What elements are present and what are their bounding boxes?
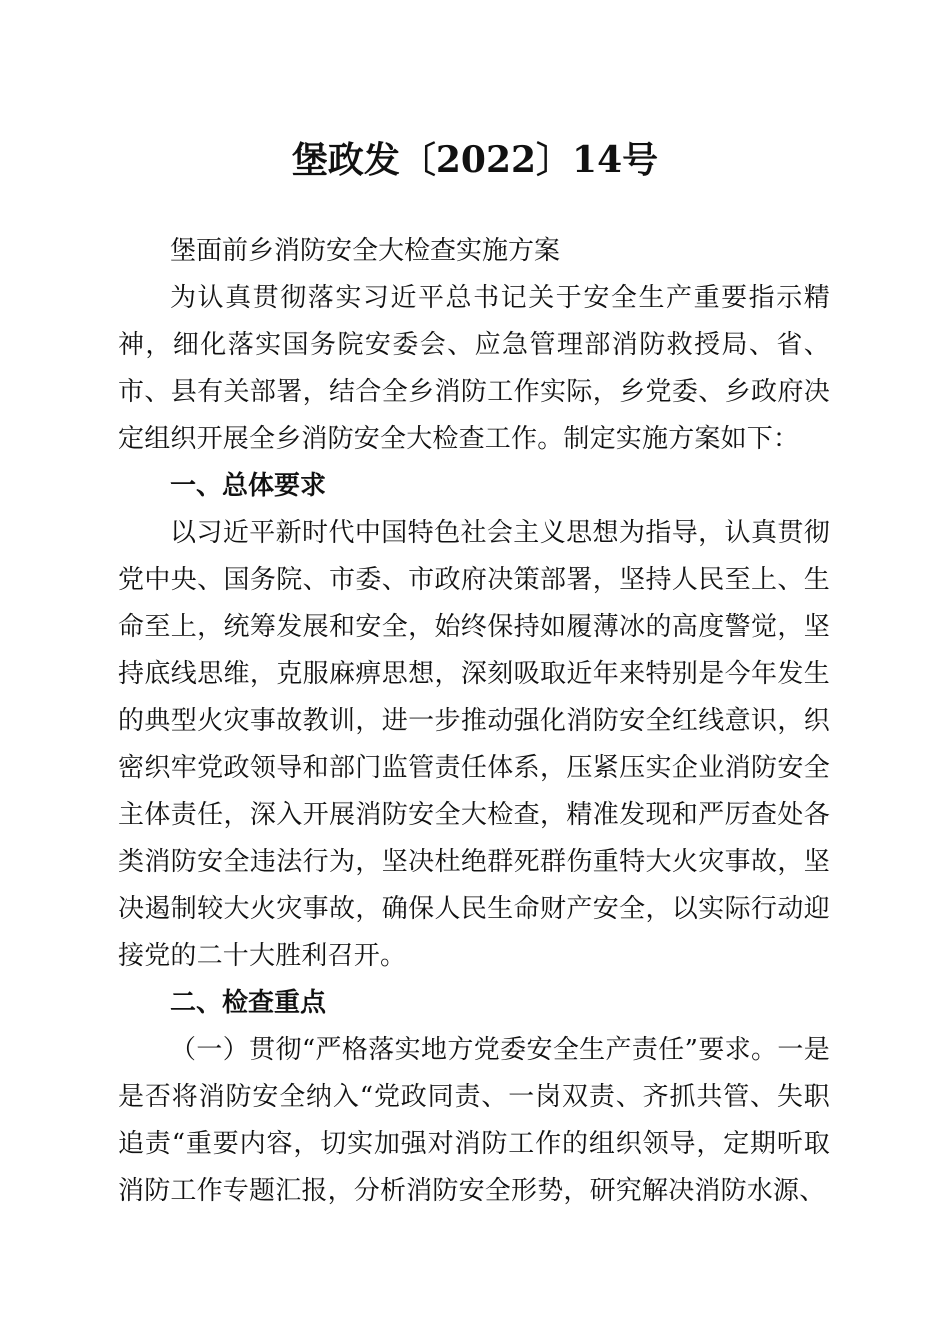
document-number: 堡政发〔2022〕14号 [291,139,659,181]
section-heading-general-requirements: 一、总体要求 [170,471,327,501]
general-requirements-paragraph: 以习近平新时代中国特色社会主义思想为指导，认真贯彻党中央、国务院、市委、市政府决策部署，坚持人民至上、生命至上，统筹发展和安全，始终保持如履薄冰的高度警觉，坚持底线思维，克服麻痹思想，深刻吸取近年来特别是今年发生的典型火灾事故教训，进一步推动强化消防安全红线意识，织密织牢党政领导和部门监管责任体系，压紧压实企业消防安全主体责任，深入开展消防安全大检查，精准发现和严厉查处各类消防安全违法行为，坚决杜绝群死群伤重特大火灾事故，坚决遏制较大火灾事故，确保人民生命财产安全，以实际行动迎接党的二十大胜利召开。 [118,518,830,971]
intro-paragraph: 为认真贯彻落实习近平总书记关于安全生产重要指示精神，细化落实国务院安委会、应急管理部消防救授局、省、市、县有关部署，结合全乡消防工作实际，乡党委、乡政府决定组织开展全乡消防安全大检查工作。制定实施方案如下： [118,283,830,454]
document-title: 堡面前乡消防安全大检查实施方案 [170,236,561,266]
section-heading-inspection-focus: 二、检查重点 [170,988,327,1018]
inspection-focus-item-1: （一）贯彻“严格落实地方党委安全生产责任”要求。一是是否将消防安全纳入“党政同责、一岗双责、齐抓共管、失职追责“重要内容，切实加强对消防工作的组织领导，定期听取消防工作专题汇报，分析消防安全形势，研究解决消防水源、 [118,1035,830,1206]
document-body [118,228,830,1215]
